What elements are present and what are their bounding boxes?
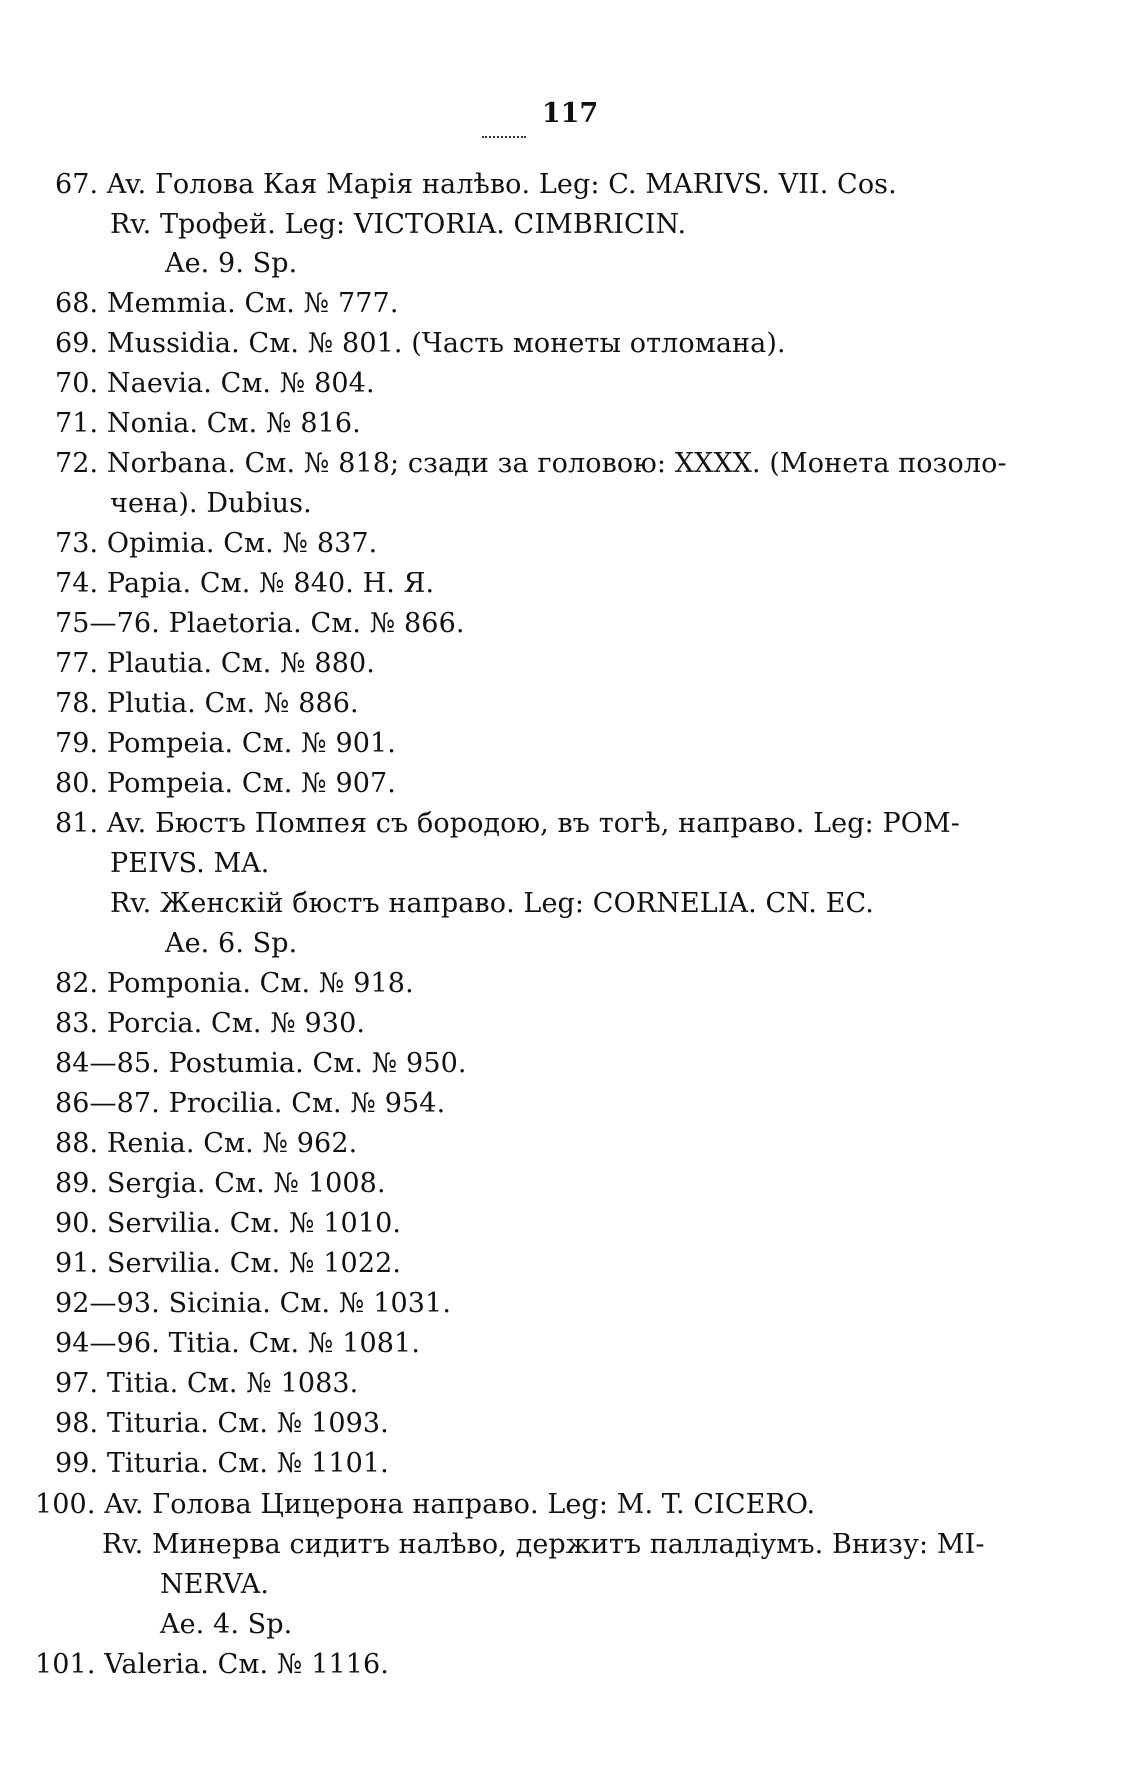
entry-97: 97. Titia. См. № 1083. [55, 1368, 359, 1399]
entry-74: 74. Papia. См. № 840. Н. Я. [55, 568, 435, 599]
entry-69: 69. Mussidia. См. № 801. (Часть монеты отломана). [55, 328, 786, 359]
entry-79: 79. Pompeia. См. № 901. [55, 728, 396, 759]
entry-92-93: 92—93. Sicinia. См. № 1031. [55, 1288, 452, 1319]
entry-80: 80. Pompeia. См. № 907. [55, 768, 396, 799]
entry-81-metal: Ae. 6. Sp. [165, 928, 298, 959]
entry-67-obverse: 67. Av. Голова Кая Марія налѣво. Leg: C. MARIVS. VII. Cos. [55, 169, 897, 200]
entry-67-reverse: Rv. Трофей. Leg: VICTORIA. CIMBRICIN. [110, 209, 687, 240]
entry-73: 73. Opimia. См. № 837. [55, 528, 378, 559]
page-number: 117 [541, 98, 599, 129]
entry-77: 77. Plautia. См. № 880. [55, 648, 375, 679]
entry-101: 101. Valeria. См. № 1116. [35, 1649, 389, 1680]
entry-67-metal: Ae. 9. Sp. [165, 248, 298, 279]
entry-68: 68. Memmia. См. № 777. [55, 288, 399, 319]
entry-84-85: 84—85. Postumia. См. № 950. [55, 1048, 467, 1079]
entry-89: 89. Sergia. См. № 1008. [55, 1168, 386, 1199]
entry-71: 71. Nonia. См. № 816. [55, 408, 361, 439]
entry-72: 72. Norbana. См. № 818; сзади за головою: XXXX. (Монета позоло- [55, 448, 1007, 479]
entry-91: 91. Servilia. См. № 1022. [55, 1248, 402, 1279]
entry-100-reverse: Rv. Минерва сидитъ налѣво, держитъ палладіумъ. Внизу: MI- [102, 1529, 985, 1560]
entry-90: 90. Servilia. См. № 1010. [55, 1208, 402, 1239]
entry-88: 88. Renia. См. № 962. [55, 1128, 358, 1159]
entry-70: 70. Naevia. См. № 804. [55, 368, 375, 399]
page-number-rule [482, 136, 526, 138]
entry-100-obverse: 100. Av. Голова Цицерона направо. Leg: M. T. CICERO. [35, 1489, 816, 1520]
entry-98: 98. Tituria. См. № 1093. [55, 1408, 389, 1439]
entry-100-metal: Ae. 4. Sp. [160, 1609, 293, 1640]
entry-72-continuation: чена). Dubius. [110, 488, 312, 519]
entry-82: 82. Pomponia. См. № 918. [55, 968, 414, 999]
entry-81-obverse: 81. Av. Бюстъ Помпея съ бородою, въ тогѣ, направо. Leg: POM- [55, 808, 960, 839]
entry-83: 83. Porcia. См. № 930. [55, 1008, 366, 1039]
entry-99: 99. Tituria. См. № 1101. [55, 1448, 389, 1479]
entry-94-96: 94—96. Titia. См. № 1081. [55, 1328, 421, 1359]
entry-78: 78. Plutia. См. № 886. [55, 688, 359, 719]
entry-75-76: 75—76. Plaetoria. См. № 866. [55, 608, 465, 639]
entry-86-87: 86—87. Procilia. См. № 954. [55, 1088, 446, 1119]
entry-81-continuation: PEIVS. MA. [110, 848, 270, 879]
entry-100-continuation: NERVA. [160, 1569, 270, 1600]
entry-81-reverse: Rv. Женскій бюстъ направо. Leg: CORNELIA. CN. EC. [110, 888, 874, 919]
